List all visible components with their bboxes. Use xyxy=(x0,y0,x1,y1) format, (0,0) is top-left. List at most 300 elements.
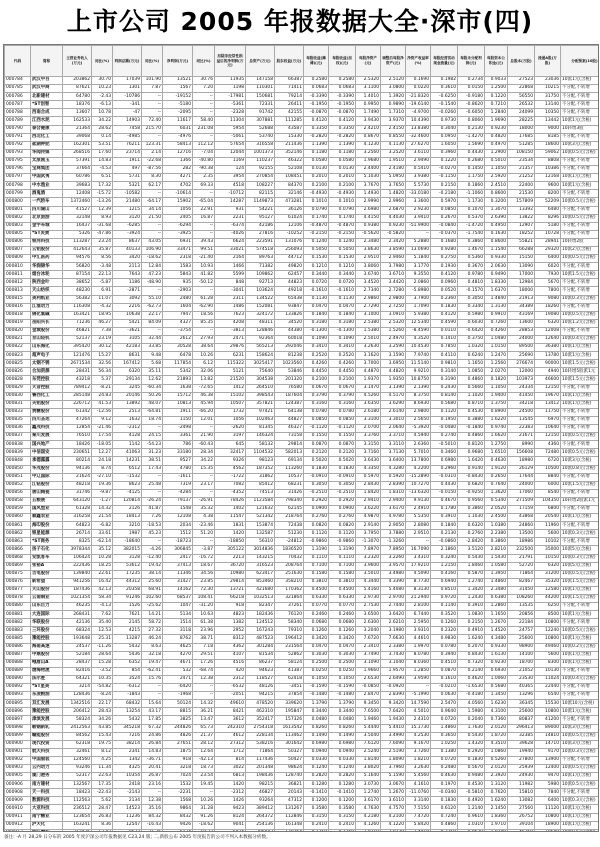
table-cell: 1.6510 xyxy=(485,449,508,457)
table-cell: 798340 xyxy=(275,497,304,505)
table-cell: 27.93 xyxy=(193,336,215,344)
table-cell: 0.0960 xyxy=(431,279,458,287)
table-cell: -21.8320 xyxy=(406,93,431,101)
table-cell: 62.17 xyxy=(142,182,163,190)
table-cell: 1056 xyxy=(215,416,246,424)
table-cell: 8.30 xyxy=(142,174,163,182)
table-cell: 2754318 xyxy=(246,724,275,732)
table-cell: 8.12 xyxy=(92,748,113,756)
table-cell: 1.9710 xyxy=(485,821,508,829)
table-cell: 76580 xyxy=(275,384,304,392)
table-cell: 4940 xyxy=(535,368,561,376)
table-cell: 12408 xyxy=(63,190,92,198)
table-cell: -5.3920 xyxy=(406,425,431,433)
table-cell: 12.84 xyxy=(142,263,163,271)
table-cell: 357821 xyxy=(246,400,275,408)
table-cell: 49820 xyxy=(275,263,304,271)
table-cell: 1426 xyxy=(215,797,246,805)
table-cell: 8500 xyxy=(535,611,561,619)
table-cell: 17.26 xyxy=(193,659,215,667)
table-cell: 120814 xyxy=(113,497,142,505)
table-cell: 18986 xyxy=(508,538,535,546)
table-cell: 52137 xyxy=(63,336,92,344)
table-cell: 2.9510 xyxy=(406,530,431,538)
table-cell: 5.1590 xyxy=(381,773,406,781)
table-cell: -62.41 xyxy=(142,667,163,675)
table-cell: 1104532 xyxy=(246,449,275,457)
table-cell: 0.1070 xyxy=(458,206,485,214)
table-cell: 1.6050 xyxy=(431,141,458,149)
table-cell: 5.0950 xyxy=(381,174,406,182)
table-row xyxy=(5,117,600,125)
table-cell: 2.5920 xyxy=(485,174,508,182)
table-row xyxy=(5,667,600,675)
table-cell: 3.6110 xyxy=(406,149,431,157)
table-cell: 12.39 xyxy=(92,206,113,214)
table-cell: 10813 xyxy=(163,400,193,408)
table-cell: 20540 xyxy=(535,514,561,522)
table-cell: 8200 xyxy=(535,190,561,198)
table-cell: 1.5380 xyxy=(356,327,381,335)
table-cell: 1.8090 xyxy=(381,756,406,764)
dividend-plan-cell: 10派1元(含税) xyxy=(561,651,600,659)
table-cell: 6400 xyxy=(535,797,561,805)
table-cell: 28.34 xyxy=(193,449,215,457)
table-cell: 3.6420 xyxy=(381,611,406,619)
table-cell: 0.5870 xyxy=(458,570,485,578)
stock-name-cell: 厦门港务 xyxy=(31,773,63,781)
table-cell: 0.9740 xyxy=(485,425,508,433)
table-cell: 0.6320 xyxy=(458,522,485,530)
table-cell: 9864 xyxy=(163,805,193,813)
table-cell: 2.7280 xyxy=(381,287,406,295)
table-cell: 854 xyxy=(113,667,142,675)
table-cell: 0.2750 xyxy=(431,255,458,263)
table-cell: 0.2500 xyxy=(304,659,329,667)
table-cell: 47.23 xyxy=(142,271,163,279)
table-cell: -6420 xyxy=(163,684,193,692)
table-cell: 131267 xyxy=(275,805,304,813)
table-cell: 37664 xyxy=(63,166,92,174)
stock-code-cell: 000908 xyxy=(5,789,31,797)
table-cell: 15.43 xyxy=(92,732,113,740)
table-cell: 256093 xyxy=(275,246,304,254)
table-cell: 2471 xyxy=(163,675,193,683)
table-cell: 8421 xyxy=(215,708,246,716)
table-cell: 2.4910 xyxy=(406,505,431,513)
table-cell: 0.3140 xyxy=(431,368,458,376)
table-cell: 645 xyxy=(215,441,246,449)
table-cell: 156608 xyxy=(508,449,535,457)
table-cell: -- xyxy=(142,222,163,230)
table-cell: 18000 xyxy=(508,287,535,295)
table-cell: 195847 xyxy=(275,708,304,716)
stock-code-cell: 000860 xyxy=(5,514,31,522)
table-cell: 3.7260 xyxy=(406,748,431,756)
table-row xyxy=(5,433,600,441)
table-cell: 4702 xyxy=(163,182,193,190)
table-cell: 0.2670 xyxy=(431,214,458,222)
table-cell: 21791 xyxy=(508,554,535,562)
table-cell: 296413 xyxy=(508,724,535,732)
table-cell xyxy=(113,829,142,832)
table-cell: 21671 xyxy=(508,433,535,441)
table-cell: 81345 xyxy=(246,425,275,433)
stock-name-cell: 东凌粮油 xyxy=(31,692,63,700)
table-row xyxy=(5,821,600,829)
stock-code-cell: 000885 xyxy=(5,635,31,643)
table-cell: 345218 xyxy=(113,724,142,732)
table-cell: 61024 xyxy=(275,214,304,222)
table-cell: -- xyxy=(142,287,163,295)
table-cell: 35.16 xyxy=(142,805,163,813)
table-cell: 31.23 xyxy=(142,449,163,457)
table-cell: 18413 xyxy=(113,514,142,522)
table-cell: -- xyxy=(193,538,215,546)
table-cell: 0.1490 xyxy=(329,732,356,740)
table-cell: 18376 xyxy=(63,101,92,109)
table-cell: 0.4450 xyxy=(329,368,356,376)
dividend-plan-cell: 10转增5股派1元 xyxy=(561,368,600,376)
stock-code-cell: 000799 xyxy=(5,190,31,198)
table-cell: 3.6430 xyxy=(356,457,381,465)
table-cell: 7216 xyxy=(113,732,142,740)
table-cell: 6.51 xyxy=(92,174,113,182)
table-cell: 0.9890 xyxy=(381,101,406,109)
table-cell: 94623 xyxy=(246,667,275,675)
table-cell: 0.2500 xyxy=(329,659,356,667)
table-cell: 13500 xyxy=(508,530,535,538)
table-cell: 1.5690 xyxy=(458,141,485,149)
table-cell: 11617 xyxy=(163,117,193,125)
stock-code-cell: 000896 xyxy=(5,708,31,716)
table-cell: 0.0850 xyxy=(431,206,458,214)
table-row xyxy=(5,603,600,611)
table-cell: 19670 xyxy=(535,392,561,400)
table-cell: 3.6950 xyxy=(381,360,406,368)
table-cell: 0.3440 xyxy=(304,271,329,279)
table-cell: 72438 xyxy=(275,522,304,530)
table-row xyxy=(5,684,600,692)
table-row xyxy=(5,149,600,157)
table-cell: 22400 xyxy=(508,182,535,190)
table-row xyxy=(5,416,600,424)
table-cell: 18700 xyxy=(508,659,535,667)
table-cell: 9.3450 xyxy=(356,700,381,708)
table-cell: 146324 xyxy=(246,433,275,441)
table-cell: -- xyxy=(193,109,215,117)
table-cell: 121632 xyxy=(246,505,275,513)
table-cell: 0.1120 xyxy=(329,530,356,538)
table-row xyxy=(5,651,600,659)
stock-name-cell: 太钢不锈 xyxy=(31,360,63,368)
dividend-plan-cell: 不分配,不转增 xyxy=(561,756,600,764)
table-cell: -- xyxy=(193,489,215,497)
table-cell: 14.7590 xyxy=(406,700,431,708)
table-cell: 0.9680 xyxy=(458,449,485,457)
table-cell: 15.35 xyxy=(193,465,215,473)
table-cell: 0.3650 xyxy=(431,732,458,740)
stock-code-cell: 000816 xyxy=(5,303,31,311)
table-cell: 9.3420 xyxy=(381,700,406,708)
table-cell: 5.8420 xyxy=(406,821,431,829)
table-cell: 18252 xyxy=(508,230,535,238)
table-row xyxy=(5,327,600,335)
table-row xyxy=(5,465,600,473)
table-cell: 38214 xyxy=(113,740,142,748)
table-cell: 108260 xyxy=(508,595,535,603)
table-cell: 124387 xyxy=(275,400,304,408)
table-cell: 85.35 xyxy=(193,319,215,327)
table-cell: 24.15 xyxy=(142,433,163,441)
table-cell: 8432 xyxy=(163,813,193,821)
table-cell: 58413 xyxy=(163,141,193,149)
table-cell: 0.1860 xyxy=(458,182,485,190)
table-cell: -5061 xyxy=(215,133,246,141)
table-cell: 0.4860 xyxy=(458,376,485,384)
table-cell: 0.6930 xyxy=(485,667,508,675)
table-cell: 97421 xyxy=(246,408,275,416)
stock-code-cell: 000902 xyxy=(5,756,31,764)
dividend-plan-cell xyxy=(561,829,600,832)
dividend-plan-cell: 10派0.3元(含税) xyxy=(561,530,600,538)
table-cell: 3025417 xyxy=(246,360,275,368)
table-cell: 42186 xyxy=(246,222,275,230)
table-cell: 0.1110 xyxy=(304,554,329,562)
table-cell: 1987 xyxy=(113,530,142,538)
table-cell: 0.3910 xyxy=(458,603,485,611)
table-cell: 2.4150 xyxy=(381,125,406,133)
table-cell: 102.60 xyxy=(142,595,163,603)
dividend-plan-cell: 不分配,不转增 xyxy=(561,166,600,174)
table-cell: 46600 xyxy=(535,376,561,384)
table-cell: 12984 xyxy=(508,279,535,287)
table-cell: 941256 xyxy=(63,578,92,586)
table-cell: 0.5020 xyxy=(304,457,329,465)
table-cell: 9.12 xyxy=(92,416,113,424)
table-cell: 0.4820 xyxy=(485,133,508,141)
table-cell: -- xyxy=(193,190,215,198)
stock-name-cell: 顺鑫农业 xyxy=(31,514,63,522)
table-cell: 36821 xyxy=(275,781,304,789)
table-cell: 37261 xyxy=(275,603,304,611)
table-cell: 264372 xyxy=(246,813,275,821)
table-cell: 1.4320 xyxy=(458,740,485,748)
table-cell: 79214 xyxy=(275,93,304,101)
table-cell: 1.6370 xyxy=(485,287,508,295)
stock-name-cell: 秦川发展 xyxy=(31,433,63,441)
table-cell: 64321 xyxy=(63,675,92,683)
table-cell: -5361 xyxy=(215,101,246,109)
table-cell: 0.2820 xyxy=(304,773,329,781)
table-cell: 398543 xyxy=(246,392,275,400)
table-container[interactable] xyxy=(3,44,599,832)
table-cell: 24334 xyxy=(508,384,535,392)
table-cell: 34520 xyxy=(275,319,304,327)
table-cell: 0.0480 xyxy=(329,716,356,724)
dividend-plan-cell: 10派0.5元(含税) xyxy=(561,732,600,740)
table-cell: -0.1950 xyxy=(304,101,329,109)
stock-code-cell: 000788 xyxy=(5,109,31,117)
table-cell: 1.8420 xyxy=(356,489,381,497)
table-cell: 8990 xyxy=(508,441,535,449)
table-cell: 5180 xyxy=(535,222,561,230)
dividend-plan-cell: 10派0.4元(含税) xyxy=(561,336,600,344)
dividend-plan-cell: 不分配,不转增 xyxy=(561,133,600,141)
table-cell: 35.11 xyxy=(142,368,163,376)
table-cell: 0.3810 xyxy=(304,578,329,586)
table-cell: 0.8550 xyxy=(381,133,406,141)
table-cell: -- xyxy=(193,93,215,101)
table-cell: 3.7880 xyxy=(381,530,406,538)
table-cell: 6970 xyxy=(535,416,561,424)
table-cell: -54.82 xyxy=(92,684,113,692)
table-cell: 0.0720 xyxy=(329,279,356,287)
table-cell: 848 xyxy=(215,279,246,287)
table-cell: 0.3040 xyxy=(431,125,458,133)
table-cell: 4327 xyxy=(163,319,193,327)
table-row xyxy=(5,805,600,813)
table-cell: 10.28 xyxy=(92,554,113,562)
stock-code-cell: 000910 xyxy=(5,805,31,813)
table-cell: 23534 xyxy=(508,157,535,165)
table-cell: -0.0260 xyxy=(431,109,458,117)
stock-name-cell: 云铝股份 xyxy=(31,246,63,254)
table-cell: 1.4860 xyxy=(485,578,508,586)
table-cell: 5843 xyxy=(163,271,193,279)
table-cell: 0.4120 xyxy=(329,117,356,125)
stock-code-cell: 000791 xyxy=(5,133,31,141)
table-cell: 3.7670 xyxy=(356,182,381,190)
table-cell: 4215 xyxy=(113,627,142,635)
stock-name-cell: 数源科技 xyxy=(31,797,63,805)
table-row xyxy=(5,497,600,505)
table-cell: 0.6380 xyxy=(485,595,508,603)
table-cell: 58.72 xyxy=(142,619,163,627)
table-cell: 36380 xyxy=(535,344,561,352)
table-cell: 5.37 xyxy=(92,376,113,384)
table-cell: 4826 xyxy=(163,732,193,740)
table-cell: 56382 xyxy=(63,295,92,303)
table-cell: 24860 xyxy=(508,522,535,530)
table-cell: 13287 xyxy=(113,635,142,643)
table-cell: 0.5410 xyxy=(406,166,431,174)
table-cell: 0.2100 xyxy=(329,182,356,190)
table-cell: 69.33 xyxy=(193,182,215,190)
table-cell: -18.62 xyxy=(142,255,163,263)
table-cell: 84370 xyxy=(275,182,304,190)
table-cell: -4.9700 xyxy=(406,109,431,117)
table-cell: 8815 xyxy=(163,708,193,716)
table-cell: 102463 xyxy=(246,416,275,424)
stock-name-cell: 大亚科技 xyxy=(31,805,63,813)
table-cell: 13545 xyxy=(508,416,535,424)
table-cell: 2.9960 xyxy=(381,198,406,206)
table-cell: 48230 xyxy=(63,287,92,295)
stock-code-cell: 000836 xyxy=(5,425,31,433)
table-cell: 66387 xyxy=(275,77,304,85)
table-cell: 3214 xyxy=(63,684,92,692)
stock-code-cell: 000796 xyxy=(5,166,31,174)
stock-code-cell: 000823 xyxy=(5,352,31,360)
stock-code-cell: 000856 xyxy=(5,489,31,497)
table-row xyxy=(5,481,600,489)
table-cell: 0.1120 xyxy=(431,408,458,416)
table-cell: 31750 xyxy=(535,93,561,101)
table-cell: 3.7900 xyxy=(406,295,431,303)
dividend-plan-cell: 10派1.5元(含税) xyxy=(561,376,600,384)
table-cell: 0.9730 xyxy=(431,117,458,125)
table-cell: 3092 xyxy=(113,295,142,303)
table-cell: 3978344 xyxy=(63,546,92,554)
table-cell: 306845 xyxy=(163,546,193,554)
table-cell: 10800 xyxy=(535,619,561,627)
stock-code-cell: 000792 xyxy=(5,141,31,149)
table-cell: 2164 xyxy=(215,255,246,263)
table-cell: 1466 xyxy=(215,263,246,271)
table-cell: -10614 xyxy=(163,190,193,198)
table-cell: 2480 xyxy=(163,295,193,303)
table-cell: 2.5120 xyxy=(381,77,406,85)
stock-name-cell: 云内动力 xyxy=(31,764,63,772)
table-cell: -22.43 xyxy=(92,789,113,797)
table-cell: 11.5140 xyxy=(406,360,431,368)
table-cell: 0.1840 xyxy=(431,522,458,530)
table-cell: 7.8950 xyxy=(381,546,406,554)
table-cell: 0.6330 xyxy=(329,595,356,603)
dividend-plan-cell: 不分配,不转增 xyxy=(561,416,600,424)
stock-name-cell: 津滨发展 xyxy=(31,716,63,724)
table-cell: 108227 xyxy=(246,182,275,190)
table-cell: -3925 xyxy=(163,230,193,238)
table-cell: 81238 xyxy=(275,352,304,360)
table-cell: -10712 xyxy=(215,190,246,198)
table-cell: 2.3410 xyxy=(356,643,381,651)
table-cell: 52184 xyxy=(63,651,92,659)
table-cell: 15.64 xyxy=(142,700,163,708)
table-cell: 34218 xyxy=(508,400,535,408)
table-cell: 14.83 xyxy=(92,157,113,165)
table-cell: 3014836 xyxy=(246,546,275,554)
table-cell: 13600 xyxy=(508,319,535,327)
table-cell: 0.1240 xyxy=(329,764,356,772)
table-cell: -90.38 xyxy=(193,166,215,174)
table-cell: 7621 xyxy=(113,611,142,619)
table-row xyxy=(5,311,600,319)
table-cell: 128436 xyxy=(63,692,92,700)
table-cell: 6540 xyxy=(535,692,561,700)
table-cell: 7930 xyxy=(535,271,561,279)
table-cell: 1526 xyxy=(113,603,142,611)
table-cell: 4518 xyxy=(215,182,246,190)
table-cell: 301284 xyxy=(246,643,275,651)
table-cell: 3105 xyxy=(113,336,142,344)
table-cell: 23.17 xyxy=(193,481,215,489)
stock-name-cell: 江西水泥 xyxy=(31,117,63,125)
table-cell: 7458 xyxy=(113,125,142,133)
table-cell: 0.2010 xyxy=(304,174,329,182)
stock-name-cell: 金宇车城 xyxy=(31,222,63,230)
dividend-plan-cell: 10派3元(含税) xyxy=(561,724,600,732)
table-cell: 33.61 xyxy=(92,530,113,538)
table-cell: 1.2150 xyxy=(431,562,458,570)
table-cell: 7.6720 xyxy=(356,635,381,643)
table-cell: -51.9900 xyxy=(406,222,431,230)
table-cell: -11.0760 xyxy=(406,789,431,797)
table-cell: 49460 xyxy=(535,643,561,651)
table-cell: 0.0110 xyxy=(431,327,458,335)
table-cell: 574518 xyxy=(246,246,275,254)
